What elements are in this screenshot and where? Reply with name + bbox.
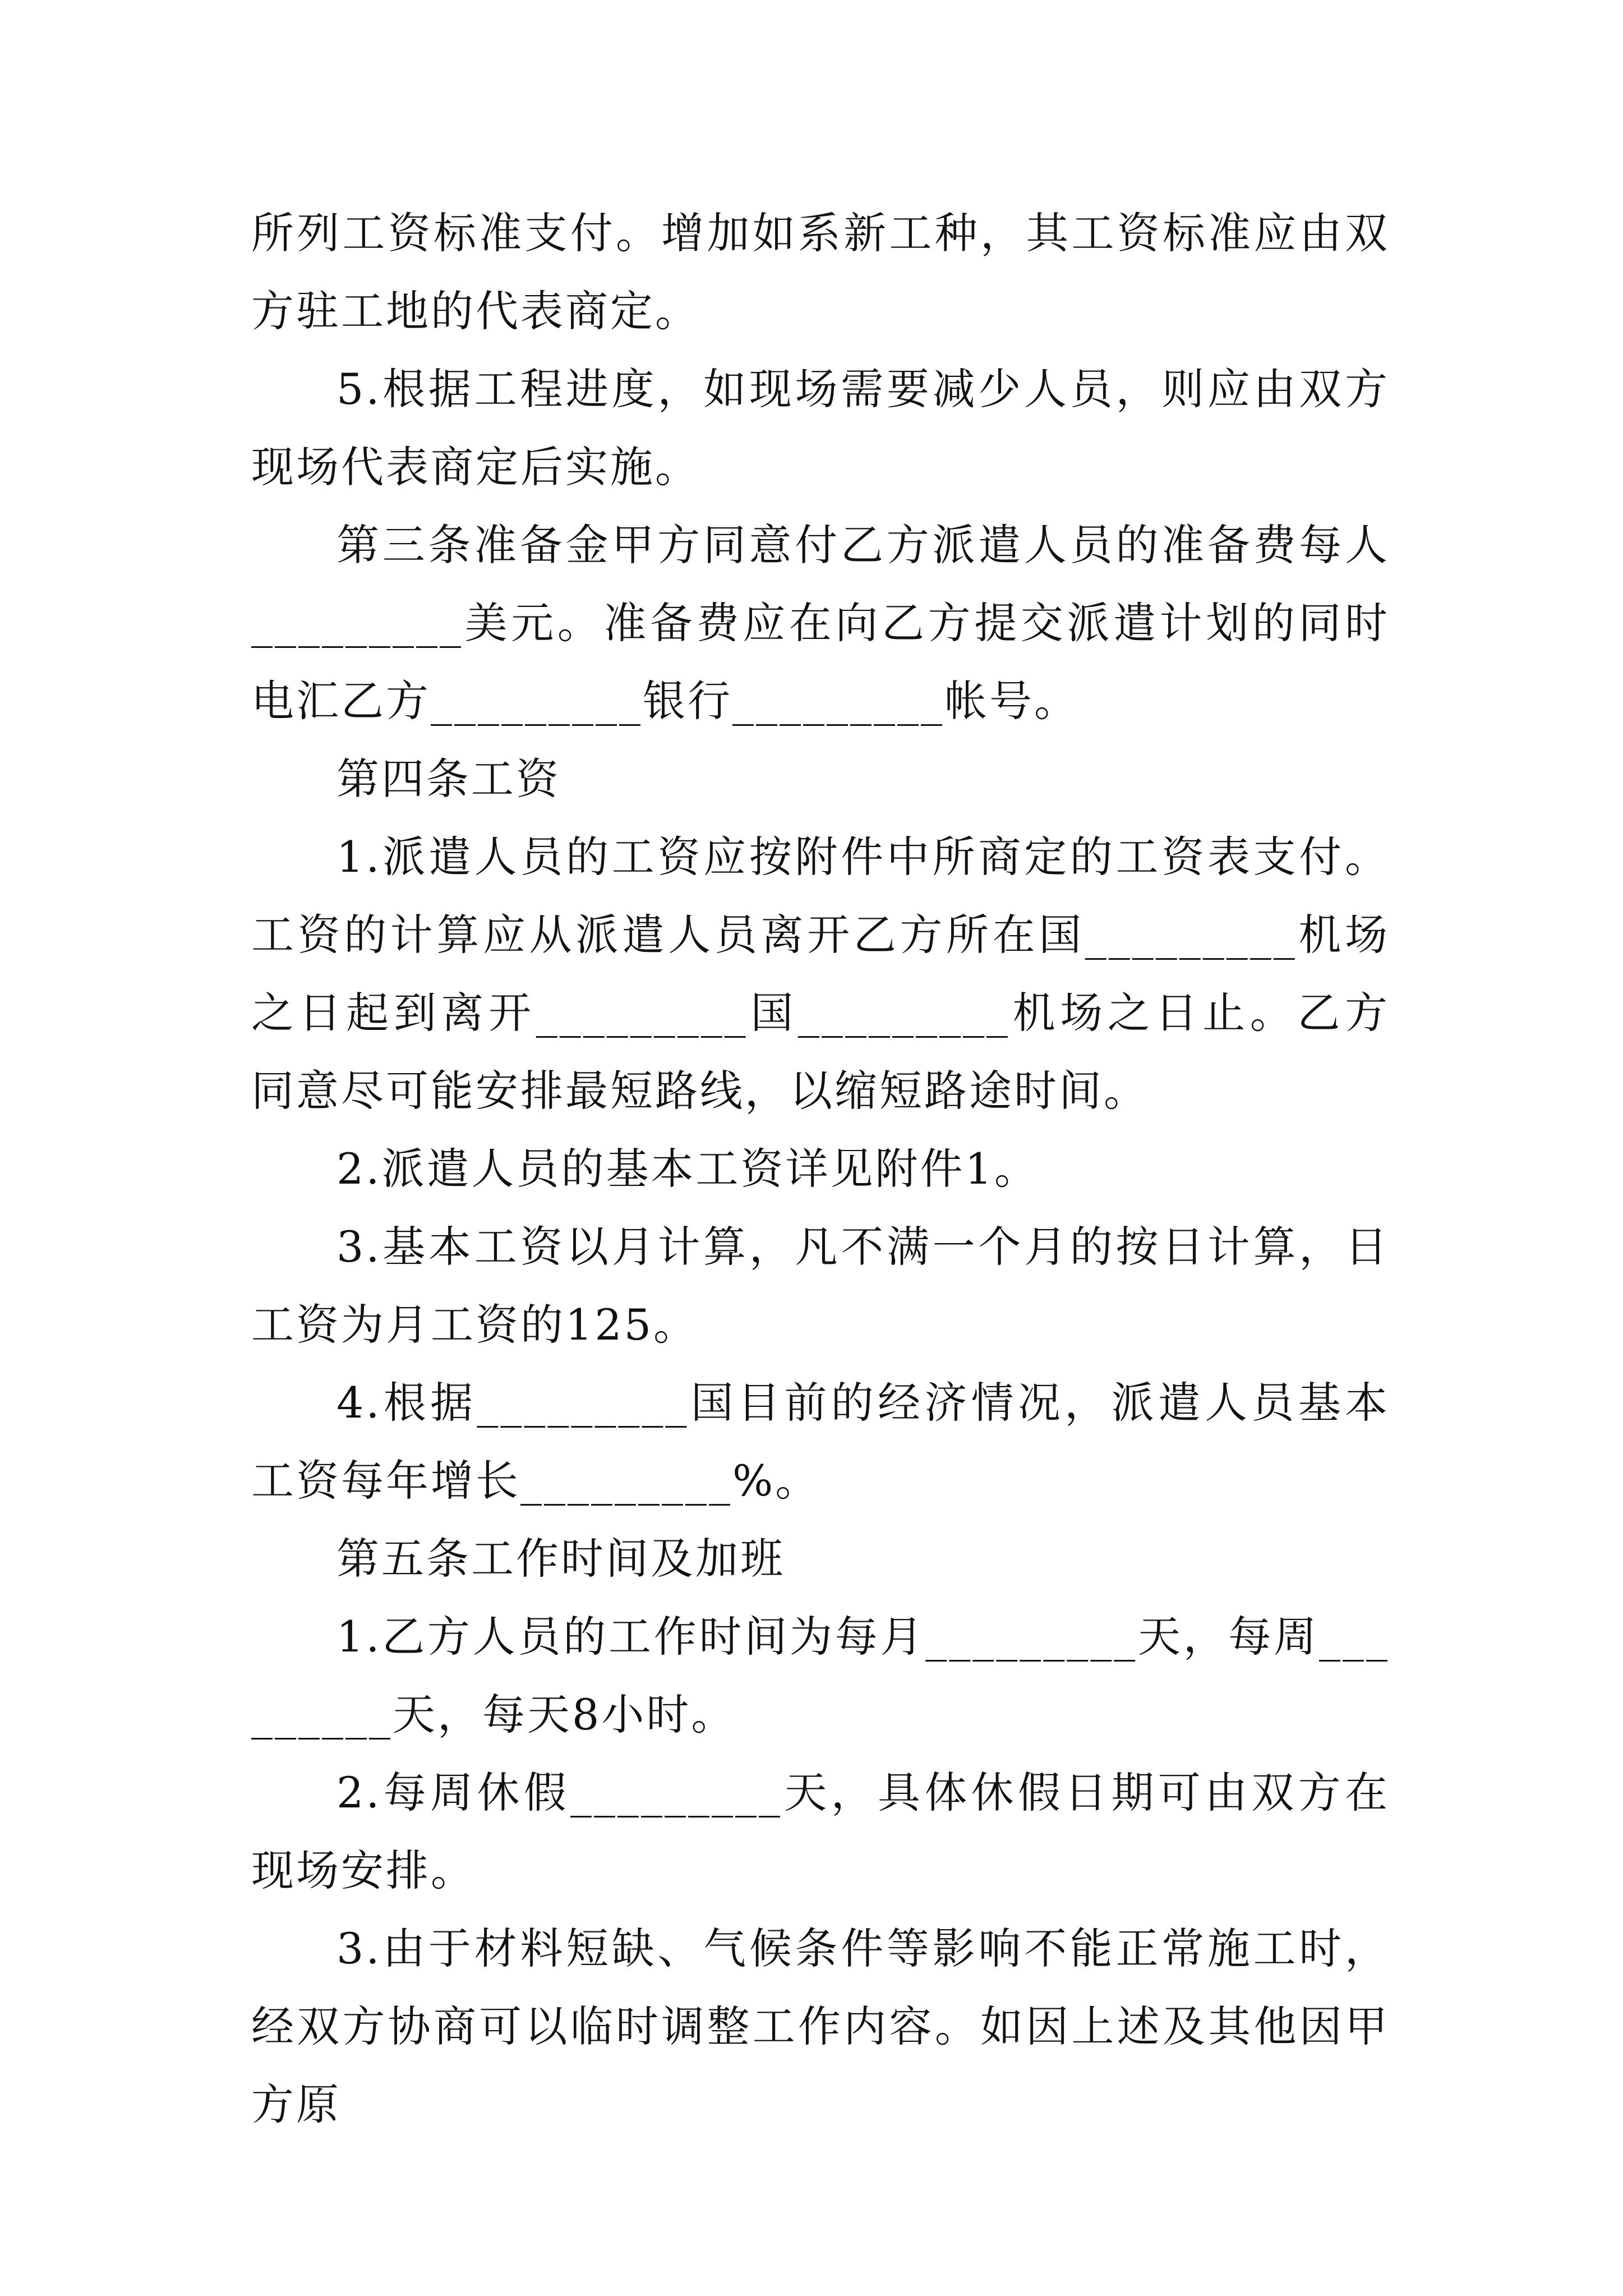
- section-heading-4: 第四条工资: [336, 754, 561, 804]
- section-heading-5: 第五条工作时间及加班: [336, 1534, 785, 1584]
- paragraph-3: 第三条准备金甲方同意付乙方派遣人员的准备费每人_________美元。准备费应在向乙方提交派遣计划的同时电汇乙方_________银行_________帐号。: [251, 520, 1390, 726]
- paragraph-6: 2.派遣人员的基本工资详见附件1。: [336, 1144, 1039, 1194]
- paragraph-5: 1.派遣人员的工资应按附件中所商定的工资表支付。工资的计算应从派遣人员离开乙方所在国_________机场之日起到离开_________国_________机场之日止。乙方同意尽可能安排最短路线，以缩短路途时间。: [251, 832, 1390, 1116]
- paragraph-8: 4.根据_________国目前的经济情况，派遣人员基本工资每年增长_________%。: [251, 1378, 1390, 1506]
- paragraph-2: 5.根据工程进度，如现场需要减少人员，则应由双方现场代表商定后实施。: [251, 364, 1390, 492]
- paragraph-11: 2.每周休假_________天，具体休假日期可由双方在现场安排。: [251, 1768, 1390, 1895]
- document-body: [251, 194, 1390, 2143]
- paragraph-10: 1.乙方人员的工作时间为每月_________天，每周_________天，每天8小时。: [251, 1612, 1390, 1740]
- paragraph-7: 3.基本工资以月计算，凡不满一个月的按日计算，日工资为月工资的125。: [251, 1222, 1390, 1350]
- paragraph-12: 3.由于材料短缺、气候条件等影响不能正常施工时，经双方协商可以临时调整工作内容。如因上述及其他因甲方原: [251, 1924, 1390, 2129]
- paragraph-1: 所列工资标准支付。增加如系新工种，其工资标准应由双方驻工地的代表商定。: [251, 208, 1390, 336]
